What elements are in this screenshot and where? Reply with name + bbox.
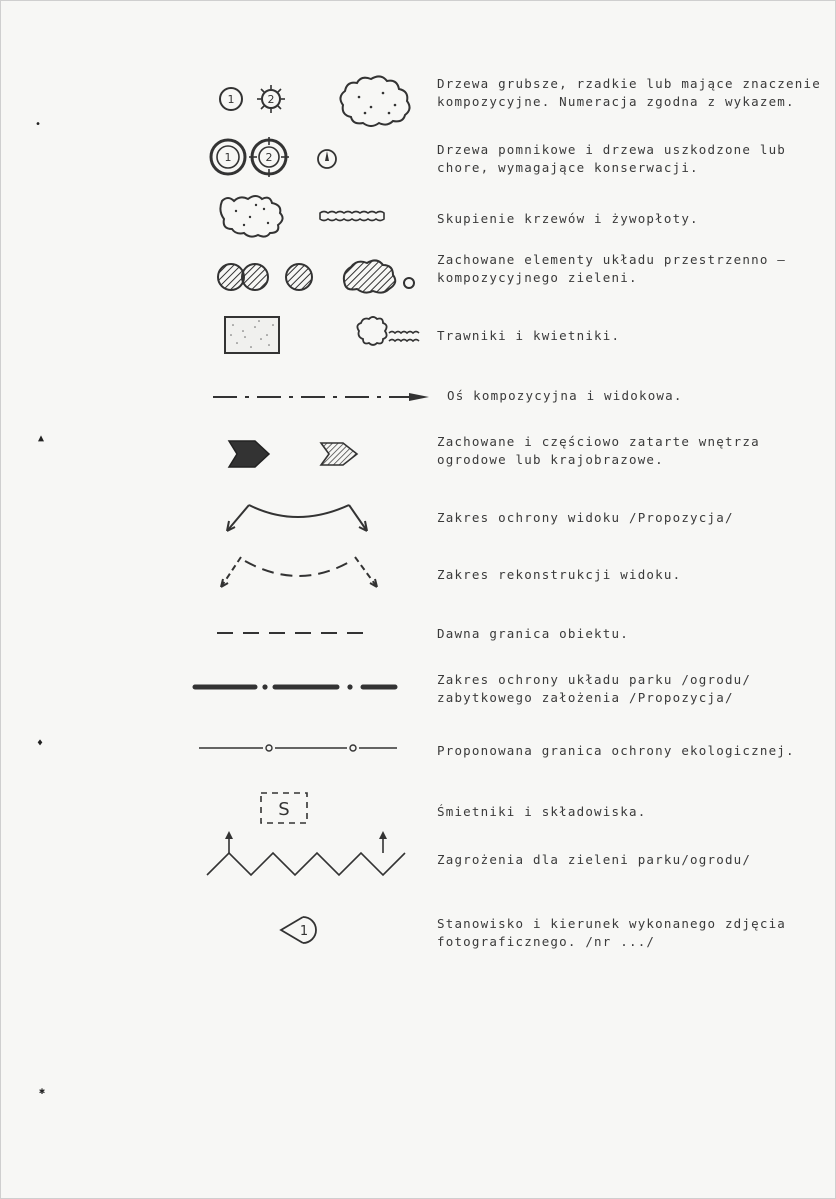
legend-label: Zakres ochrony widoku /Propozycja/ [437, 510, 734, 525]
legend-label: Stanowisko i kierunek wykonanego zdjęcia fotograficznego. /nr .../ [437, 916, 787, 949]
photo-number: 1 [299, 924, 309, 939]
shrub-symbols [216, 191, 396, 241]
tree-number: 1 [224, 151, 232, 164]
legend-label: Śmietniki i składowiska. [437, 804, 647, 819]
ecological-boundary-symbol [197, 740, 401, 756]
waste-site-letter: S [278, 799, 290, 820]
axis-symbol [211, 387, 441, 407]
threat-symbol [203, 827, 413, 883]
legend-label: Skupienie krzewów i żywopłoty. [437, 211, 699, 226]
margin-mark: • [35, 119, 42, 130]
legend-label: Drzewa grubsze, rzadkie lub mające znaczenie kompozycyjne. Numeracja zgodna z wykazem. [437, 76, 821, 109]
preserved-elements-symbols [215, 255, 425, 299]
legend-label: Zagrożenia dla zieleni parku/ogrodu/ [437, 852, 752, 867]
tree-number: 2 [265, 151, 273, 164]
legend-label: Proponowana granica ochrony ekologicznej. [437, 743, 795, 758]
legend-label: Trawniki i kwietniki. [437, 328, 621, 343]
monument-tree-symbols [201, 133, 361, 183]
tree-number: 2 [267, 93, 275, 106]
former-boundary-symbol [215, 625, 375, 641]
interior-symbols [225, 437, 365, 471]
photo-position-symbol [267, 913, 327, 949]
margin-mark: ♦ [37, 738, 44, 749]
lawn-symbols [223, 315, 433, 357]
view-protection-symbol [219, 491, 379, 541]
tree-symbols-1 [201, 67, 441, 127]
legend-label: Dawna granica obiektu. [437, 626, 629, 641]
park-protection-symbol [191, 679, 401, 695]
margin-mark: ✱ [39, 1086, 46, 1097]
tree-number: 1 [227, 93, 235, 106]
legend-label: Zakres ochrony układu parku /ogrodu/ zabytkowego założenia /Propozycja/ [437, 672, 752, 705]
legend-label: Zakres rekonstrukcji widoku. [437, 567, 682, 582]
legend-label: Zachowane elementy układu przestrzenno – kompozycyjnego zieleni. [437, 252, 787, 285]
waste-site-symbol [257, 789, 313, 829]
view-reconstruction-symbol [215, 551, 385, 595]
margin-mark: ▲ [38, 433, 45, 444]
legend-label: Oś kompozycyjna i widokowa. [447, 388, 683, 403]
legend-label: Zachowane i częściowo zatarte wnętrza ogrodowe lub krajobrazowe. [437, 434, 760, 467]
legend-label: Drzewa pomnikowe i drzewa uszkodzone lub chore, wymagające konserwacji. [437, 142, 787, 175]
